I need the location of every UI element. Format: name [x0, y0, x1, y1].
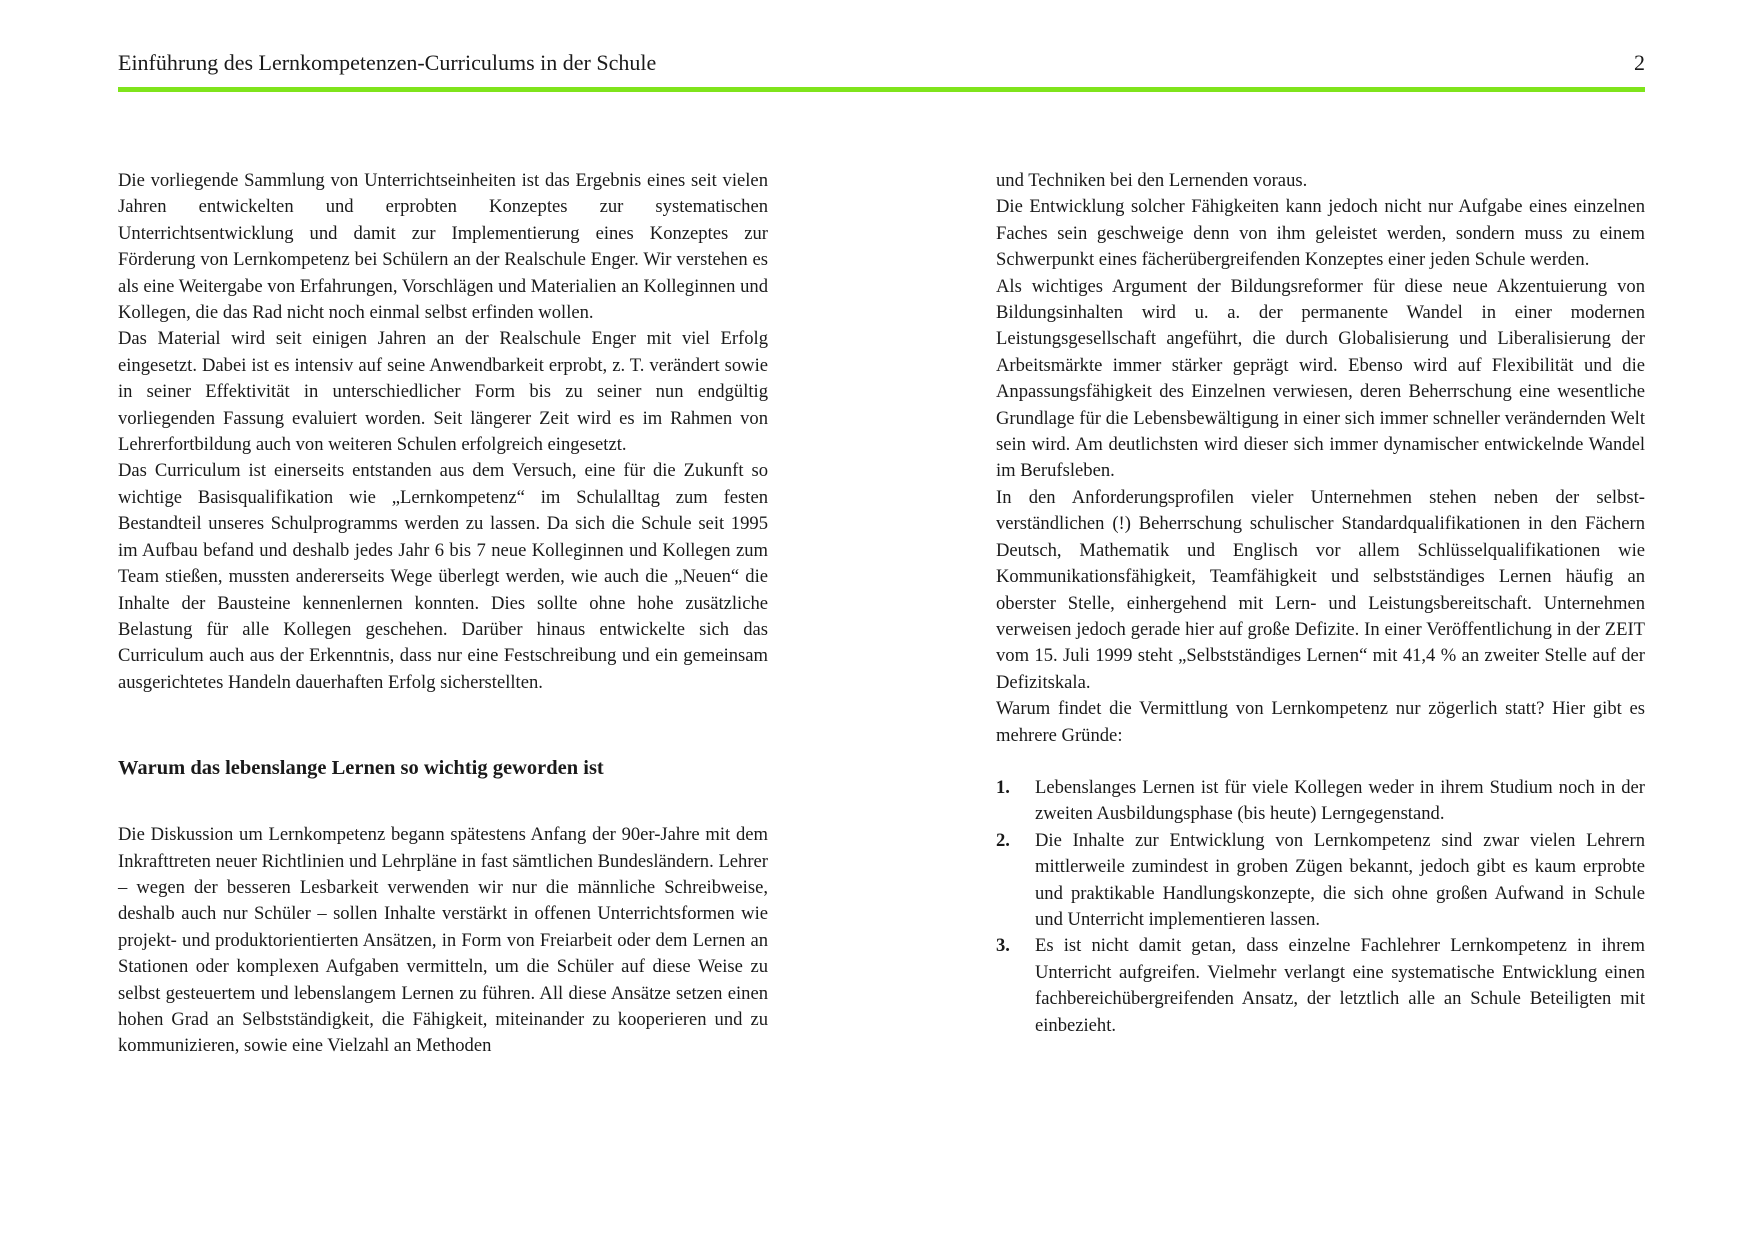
paragraph: Als wichtiges Argument der Bildungsreformer für diese neue Akzentuierung von Bildungsinhalten wird u. a. der permanente Wandel in einer modernen Leistungsgesellschaft angeführt, die durch Globalisierung und Liberalisierung der Arbeitsmärkte immer stärker geprägt wird. Ebenso wird auf Flexibilität und die Anpassungsfähigkeit des Einzelnen verwiesen, deren Beherrschung eine wesentliche Grundlage für die Lebensbewältigung in einer sich immer schneller verändernden Welt sein wird. Am deutlichsten wird dieser sich immer dynamischer entwickelnde Wandel im Berufsleben.: [996, 275, 1645, 482]
reasons-list: [996, 775, 1645, 1039]
page-number: 2: [1634, 50, 1645, 75]
paragraph: Die vorliegende Sammlung von Unterrichtseinheiten ist das Ergebnis eines seit vielen Jahren entwickelten und erprobten Konzeptes zur systematischen Unterrichtsentwicklung und damit zur Implementierung eines Konzeptes zur Förderung von Lernkompetenz bei Schülern an der Realschule Enger. Wir verstehen es als eine Weitergabe von Erfahrungen, Vorschlägen und Materialien an Kolleginnen und Kollegen, die das Rad nicht noch einmal selbst erfinden wollen.: [118, 170, 768, 324]
list-item: [996, 933, 1645, 1039]
list-text: Die Inhalte zur Entwicklung von Lernkompetenz sind zwar vielen Lehrern mittlerweile zumindest in groben Zügen bekannt, jedoch gibt es kaum erprobte und praktikable Handlungskonzepte, die sich ohne großen Aufwand in Schule und Unterricht implementieren lassen.: [1035, 829, 1645, 930]
section-heading: Warum das lebenslange Lernen so wichtig geworden ist: [118, 757, 604, 780]
paragraph: Das Curriculum ist einerseits entstanden aus dem Versuch, eine für die Zukunft so wichtige Basisqualifikation wie „Lernkompetenz“ im Schulalltag zum festen Bestandteil unseres Schulprogramms werden zu lassen. Da sich die Schule seit 1995 im Aufbau befand und deshalb jedes Jahr 6 bis 7 neue Kolleginnen und Kollegen zum Team stießen, mussten andererseits Wege überlegt werden, wie auch die „Neuen“ die Inhalte der Bausteine kennenlernen konnten. Dies sollte ohne hohe zusätzliche Belastung für alle Kollegen geschehen. Darüber hinaus entwickelte sich das Curriculum auch aus der Erkenntnis, dass nur eine Festschreibung und ein gemeinsam ausgerichtetes Handeln dauerhaften Erfolg sicherstellten.: [118, 460, 768, 693]
list-number: 3.: [996, 935, 1010, 957]
paragraph: Die Entwicklung solcher Fähigkeiten kann jedoch nicht nur Aufgabe eines einzelnen Faches sein geschweige denn von ihm geleistet werden, sondern muss zu einem Schwerpunkt eines fächerübergreifenden Konzeptes einer jeden Schule werden.: [996, 196, 1645, 271]
header-rule-divider: [118, 87, 1645, 92]
running-header: [118, 50, 1645, 86]
paragraph: In den Anforderungsprofilen vieler Unternehmen stehen neben der selbstverständlichen (!) Beherrschung schulischer Standardqualifikationen in den Fächern Deutsch, Mathematik und Englisch vor allem Schlüsselqualifikationen wie Kommunikationsfähigkeit, Teamfähigkeit und selbstständiges Lernen häufig an oberster Stelle, einhergehend mit Lern- und Leistungsbereitschaft. Unternehmen verweisen jedoch gerade hier auf große Defizite. In einer Veröffentlichung in der ZEIT vom 15. Juli 1999 steht „Selbstständiges Lernen“ mit 41,4 % an zweiter Stelle auf der Defizitskala.: [996, 486, 1645, 693]
list-number: 1.: [996, 776, 1010, 798]
paragraph: Die Diskussion um Lernkompetenz begann spätestens Anfang der 90er-Jahre mit dem Inkrafttreten neuer Richtlinien und Lehrpläne in fast sämtlichen Bundesländern. Lehrer – wegen der besseren Lesbarkeit verwenden wir nur die männliche Schreibweise, deshalb auch nur Schüler – sollen Inhalte verstärkt in offenen Unterrichtsformen wie projekt- und produktorientierten Ansätzen, in Form von Freiarbeit oder dem Lernen an Stationen oder komplexen Aufgaben vermitteln, um die Schüler auf diese Weise zu selbst gesteuertem und lebenslangem Lernen zu führen. All diese Ansätze setzen einen hohen Grad an Selbstständigkeit, die Fähigkeit, miteinander zu kooperieren und zu kommunizieren, sowie eine Vielzahl an Methoden: [118, 824, 768, 1057]
list-item: [996, 775, 1645, 828]
list-text: Lebenslanges Lernen ist für viele Kollegen weder in ihrem Studium noch in der zweiten Ausbildungsphase (bis heute) Lerngegenstand.: [1035, 776, 1645, 825]
paragraph: Das Material wird seit einigen Jahren an der Realschule Enger mit viel Erfolg eingesetzt. Dabei ist es intensiv auf seine Anwendbarkeit erprobt, z. T. verändert sowie in seiner Effektivität in unterschiedlicher Form bis zu seiner nun endgültig vorliegenden Fassung evaluiert worden. Seit längerer Zeit wird es im Rahmen von Lehrerfortbildung auch von weiteren Schulen erfolgreich eingesetzt.: [118, 328, 768, 456]
right-column: [996, 168, 1645, 1039]
paragraph: Warum findet die Vermittlung von Lernkompetenz nur zögerlich statt? Hier gibt es mehrere Gründe:: [996, 698, 1645, 746]
header-title: Einführung des Lernkompetenzen-Curriculums in der Schule: [118, 50, 657, 75]
list-text: Es ist nicht damit getan, dass einzelne Fachlehrer Lernkompetenz in ihrem Unterricht aufgreifen. Vielmehr verlangt eine systematische Entwicklung einen fachbereichübergreifenden Ansatz, der letztlich alle an Schule Beteiligten mit einbezieht.: [1035, 935, 1645, 1036]
left-column: [118, 168, 768, 1060]
list-item: [996, 828, 1645, 934]
list-number: 2.: [996, 829, 1010, 851]
paragraph: und Techniken bei den Lernenden voraus.: [996, 170, 1308, 191]
